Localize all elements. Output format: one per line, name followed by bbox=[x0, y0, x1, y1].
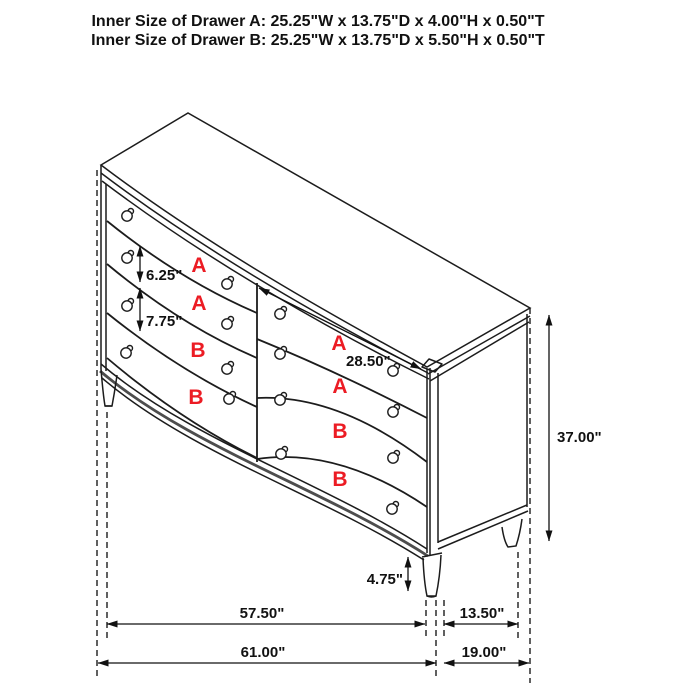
drawer-knob bbox=[388, 405, 400, 418]
drawers-width-label: 28.50" bbox=[346, 353, 391, 370]
overall-depth-label: 19.00" bbox=[461, 644, 507, 661]
drawer-a-height-label: 6.25" bbox=[146, 267, 183, 284]
drawer-knob bbox=[222, 317, 234, 330]
header bbox=[91, 13, 545, 49]
drawer-knob bbox=[387, 502, 399, 515]
drawer-label-right-4: B bbox=[332, 468, 348, 491]
drawer-knob bbox=[224, 392, 236, 405]
drawer-knob bbox=[122, 299, 134, 312]
front-right-leg bbox=[423, 555, 441, 597]
drawer-label-left-4: B bbox=[188, 386, 204, 409]
drawer-knob bbox=[222, 277, 234, 290]
front-left-post bbox=[101, 165, 106, 371]
drawer-knob bbox=[388, 451, 400, 464]
dresser-drawing bbox=[100, 113, 530, 597]
drawer-label-left-1: A bbox=[191, 254, 207, 277]
drawer-label-left-3: B bbox=[190, 339, 206, 362]
drawer-knob bbox=[122, 209, 134, 222]
dimension-overall-depth bbox=[444, 644, 529, 663]
side-depth-label: 13.50" bbox=[459, 605, 505, 622]
drawer-label-right-2: A bbox=[332, 375, 348, 398]
drawer-knob bbox=[122, 251, 134, 264]
dimension-body-width bbox=[107, 605, 425, 624]
drawer-label-right-3: B bbox=[332, 420, 348, 443]
dimension-overall-height bbox=[549, 315, 602, 541]
drawer-knob bbox=[275, 347, 287, 360]
overall-height-label: 37.00" bbox=[557, 429, 602, 446]
dimensions bbox=[98, 246, 602, 663]
drawer-knob bbox=[275, 307, 287, 320]
dimension-side-depth bbox=[444, 605, 518, 624]
dimension-leg-height bbox=[367, 557, 408, 591]
back-right-leg bbox=[502, 519, 522, 547]
drawer-label-left-2: A bbox=[191, 292, 207, 315]
drawer-b-size-text: Inner Size of Drawer B: 25.25"W x 13.75"D x 5.50"H x 0.50"T bbox=[91, 32, 545, 49]
drawer-knob bbox=[275, 393, 287, 406]
leg-height-label: 4.75" bbox=[366, 571, 403, 588]
drawer-knob bbox=[276, 447, 288, 460]
top-surface bbox=[101, 113, 530, 381]
drawer-labels bbox=[188, 254, 347, 491]
right-side-panel bbox=[422, 314, 528, 557]
drawer-label-right-1: A bbox=[331, 332, 347, 355]
overall-width-label: 61.00" bbox=[240, 644, 286, 661]
drawer-b-height-label: 7.75" bbox=[146, 313, 183, 330]
body-width-label: 57.50" bbox=[239, 605, 285, 622]
dimension-overall-width bbox=[98, 644, 436, 663]
drawer-knob bbox=[222, 362, 234, 375]
drawer-knob bbox=[121, 346, 133, 359]
drawer-a-size-text: Inner Size of Drawer A: 25.25"W x 13.75"D x 4.00"H x 0.50"T bbox=[91, 13, 545, 30]
